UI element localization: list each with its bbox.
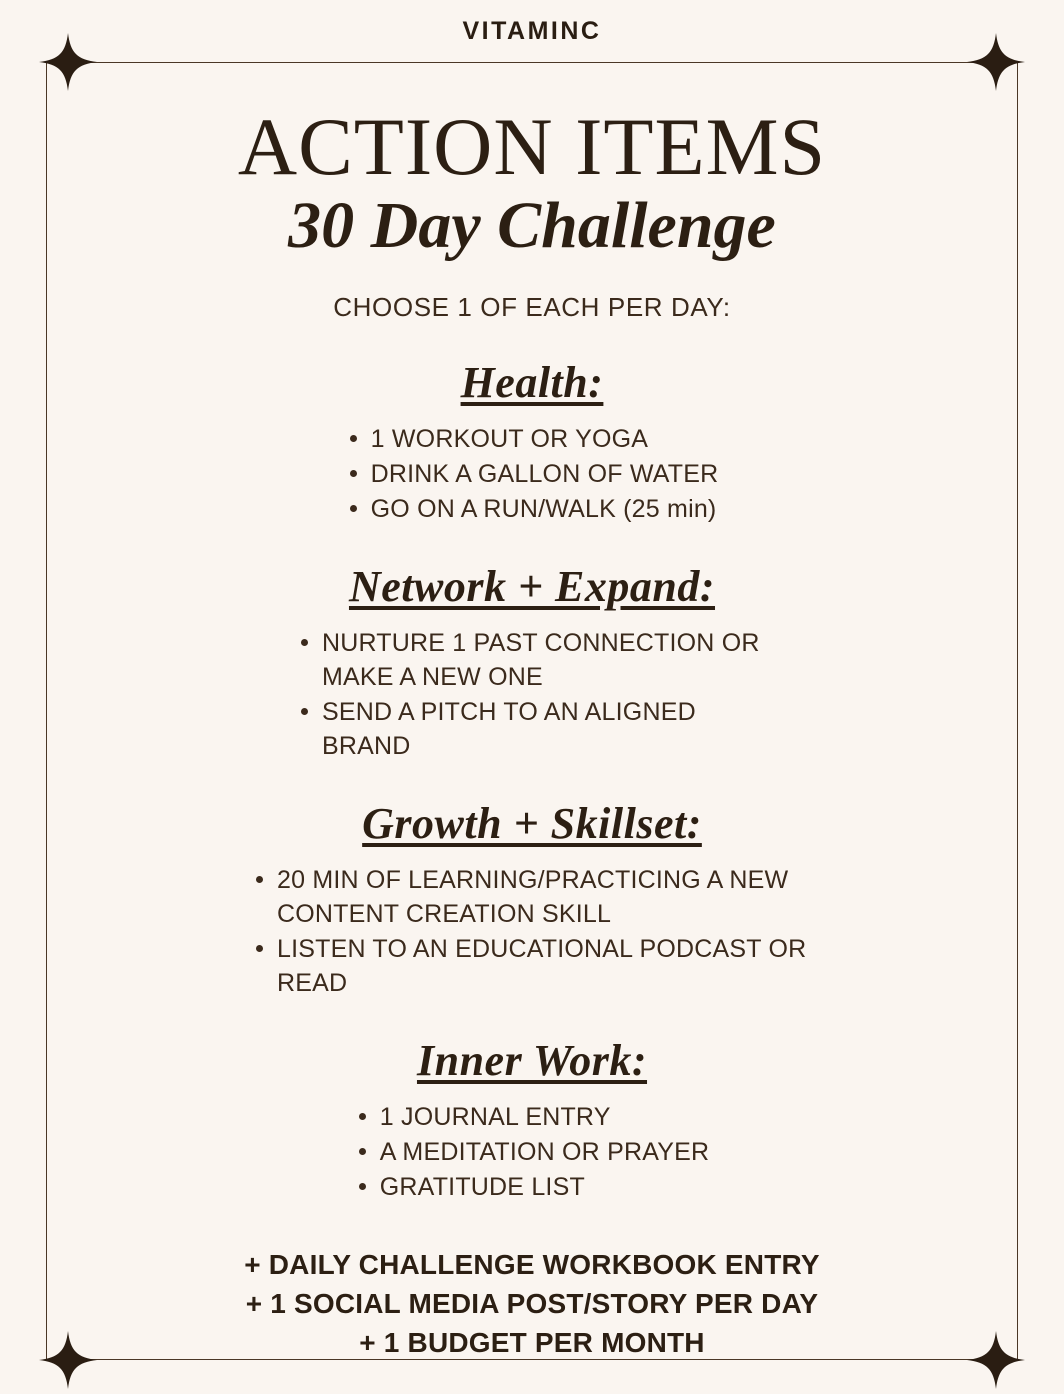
brand-wordmark: VITAMINC [462, 17, 602, 45]
page-title: ACTION ITEMS [237, 101, 827, 192]
page-subtitle: 30 Day Challenge [288, 188, 776, 262]
list-item: 1 JOURNAL ENTRY [355, 1100, 709, 1134]
footer-notes [104, 1245, 960, 1363]
list-item: SEND A PITCH TO AN ALIGNED BRAND [297, 695, 767, 763]
list-item: LISTEN TO AN EDUCATIONAL PODCAST OR READ [252, 932, 812, 1000]
section-health [104, 357, 960, 527]
list-item: GO ON A RUN/WALK (25 min) [346, 492, 719, 526]
footer-line: + DAILY CHALLENGE WORKBOOK ENTRY [244, 1249, 820, 1281]
list-item: 1 WORKOUT OR YOGA [346, 422, 719, 456]
footer-line: + 1 SOCIAL MEDIA POST/STORY PER DAY [245, 1288, 819, 1320]
instruction-text: CHOOSE 1 OF EACH PER DAY: [333, 292, 731, 323]
list-growth-skillset [252, 863, 812, 1001]
section-heading-health: Health: [460, 358, 604, 408]
list-item: 20 MIN OF LEARNING/PRACTICING A NEW CONTENT CREATION SKILL [252, 863, 812, 931]
list-item: DRINK A GALLON OF WATER [346, 457, 719, 491]
list-item: GRATITUDE LIST [355, 1170, 709, 1204]
list-item: A MEDITATION OR PRAYER [355, 1135, 709, 1169]
section-growth-skillset [104, 798, 960, 1001]
list-inner-work [355, 1100, 709, 1205]
section-inner-work [104, 1035, 960, 1205]
section-network-expand [104, 561, 960, 764]
list-item: NURTURE 1 PAST CONNECTION OR MAKE A NEW ONE [297, 626, 767, 694]
section-heading-network-expand: Network + Expand: [348, 562, 716, 612]
section-heading-growth-skillset: Growth + Skillset: [362, 799, 702, 849]
section-heading-inner-work: Inner Work: [416, 1036, 648, 1086]
footer-line: + 1 BUDGET PER MONTH [359, 1327, 705, 1359]
list-health [346, 422, 719, 527]
list-network-expand [297, 626, 767, 764]
poster-content [46, 62, 1018, 1360]
